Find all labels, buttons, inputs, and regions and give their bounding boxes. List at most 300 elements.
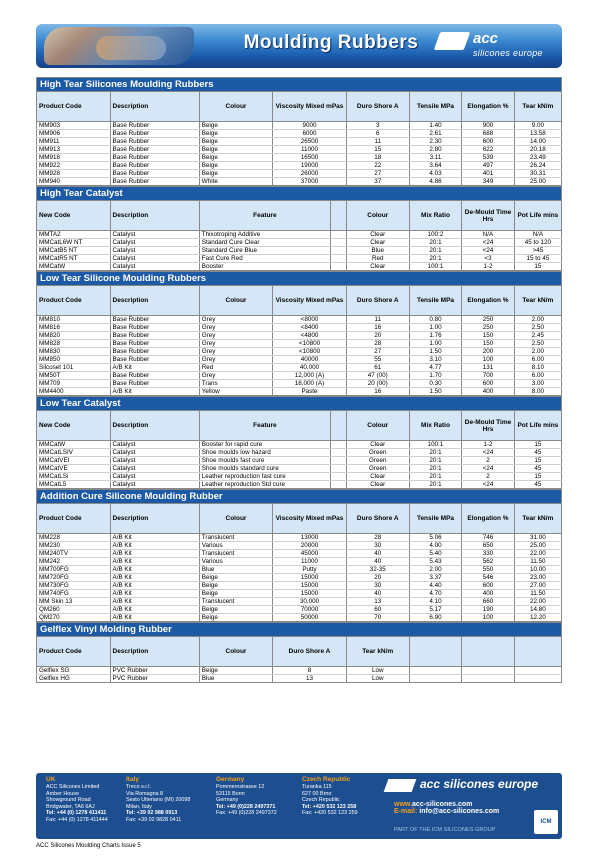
table-cell: 1.50 (409, 388, 462, 396)
column-header: Colour (199, 92, 273, 122)
column-header: Mix Ratio (409, 201, 462, 231)
table-cell: 37000 (273, 178, 347, 186)
table-cell: White (199, 178, 273, 186)
table-cell: Catalyst (110, 457, 199, 465)
column-header: Description (110, 504, 199, 534)
table-cell: Beige (199, 606, 273, 614)
table-row (37, 239, 562, 247)
office-line: Fax: +44 (0) 1278 411444 (46, 816, 108, 823)
column-header: Tear kN/m (346, 637, 409, 667)
table-cell: 497 (462, 162, 515, 170)
table-cell: Leather reproduction fast cure (199, 473, 330, 481)
table-row (37, 388, 562, 396)
table-cell: MMCatR5 NT (37, 255, 111, 263)
table-cell: 22 (346, 162, 409, 170)
table-cell: Shoe moulds standard cure (199, 465, 330, 473)
table-cell: 15 (346, 146, 409, 154)
column-header: Duro Shore A (346, 286, 409, 316)
column-header: Description (110, 637, 199, 667)
office-line: Sesto Ulteriano (MI) 20098 (126, 797, 191, 804)
table-row (37, 465, 562, 473)
table-cell: PVC Rubber (110, 675, 199, 683)
table-row (37, 675, 562, 683)
table-cell: Green (346, 457, 409, 465)
table-cell: 45 (514, 481, 561, 489)
footer-acc-logo (386, 777, 558, 795)
table-cell: PVC Rubber (110, 667, 199, 675)
table-cell: 12,000 (A) (273, 372, 347, 380)
table-cell (331, 231, 347, 239)
table-cell: 60 (346, 606, 409, 614)
office-block (126, 776, 190, 824)
column-header: Duro Shore A (273, 637, 347, 667)
column-header: Tear kN/m (514, 504, 561, 534)
table-cell: MM928 (37, 170, 111, 178)
table-cell: 11.50 (514, 590, 561, 598)
table-cell: Catalyst (110, 247, 199, 255)
table-cell: 28 (346, 340, 409, 348)
table-row (37, 441, 562, 449)
table-cell: Red (346, 255, 409, 263)
table-cell: 1-2 (462, 441, 515, 449)
table-row (37, 138, 562, 146)
table-cell: MMCatW (37, 263, 111, 271)
table-cell: <10800 (273, 340, 347, 348)
table-cell (514, 667, 561, 675)
office-country: Czech Republic (302, 776, 351, 783)
table-cell: 4.00 (409, 542, 462, 550)
table-cell: 47 (00) (346, 372, 409, 380)
table-cell: 40 (346, 558, 409, 566)
table-cell: A/B Kit (110, 582, 199, 590)
table-cell: 40 (346, 550, 409, 558)
data-table (36, 91, 562, 186)
table-cell: MM820 (37, 332, 111, 340)
table-cell: 400 (462, 590, 515, 598)
table-cell: Beige (199, 122, 273, 130)
header-row (37, 201, 562, 231)
table-cell: 900 (462, 122, 515, 130)
table-cell: 150 (462, 332, 515, 340)
office-block (216, 776, 277, 817)
column-header: Tensile MPa (409, 92, 462, 122)
table-cell: Grey (199, 348, 273, 356)
table-row (37, 550, 562, 558)
column-header: Duro Shore A (346, 92, 409, 122)
section-title: Low Tear Silicone Moulding Rubbers (36, 271, 562, 285)
table-cell: A/B Kit (110, 364, 199, 372)
table-cell (331, 255, 347, 263)
table-cell: <24 (462, 247, 515, 255)
table-row (37, 356, 562, 364)
table-cell: 3.11 (409, 154, 462, 162)
table-row (37, 130, 562, 138)
office-line: Fax: +39 02 9828 0411 (126, 816, 182, 823)
title-banner (36, 24, 562, 68)
table-cell: 27.00 (514, 582, 561, 590)
column-header: Description (110, 286, 199, 316)
table-cell (331, 457, 347, 465)
table-cell: MMCatB5 NT (37, 247, 111, 255)
table-row (37, 263, 562, 271)
footer-web-contacts (394, 801, 499, 815)
table-cell (331, 247, 347, 255)
table-cell: 1.76 (409, 332, 462, 340)
table-cell: Grey (199, 332, 273, 340)
office-line: Milan, Italy (126, 803, 152, 810)
table-cell: <10800 (273, 348, 347, 356)
column-header: Colour (199, 504, 273, 534)
table-cell: 11000 (273, 558, 347, 566)
office-line: Tel: +420 532 123 258 (302, 803, 357, 810)
table-cell: 190 (462, 606, 515, 614)
table-cell: 30 (346, 582, 409, 590)
table-cell: 0.30 (409, 380, 462, 388)
table-cell: 26.24 (514, 162, 561, 170)
table-cell (331, 441, 347, 449)
table-cell: 70000 (273, 606, 347, 614)
table-cell (331, 465, 347, 473)
table-row (37, 598, 562, 606)
table-cell: MMCatL6W NT (37, 239, 111, 247)
table-cell: 20:1 (409, 255, 462, 263)
table-cell: 20:1 (409, 457, 462, 465)
table-cell: 4.86 (409, 178, 462, 186)
column-header: Viscosity Mixed mPas (273, 92, 347, 122)
table-cell: Low (346, 675, 409, 683)
column-header: Pot Life mins (514, 411, 561, 441)
column-header: Description (110, 411, 199, 441)
table-cell: Beige (199, 138, 273, 146)
office-line: Turanka 115 (302, 784, 332, 790)
table-cell: 546 (462, 574, 515, 582)
table-cell: 1.40 (409, 122, 462, 130)
table-cell: 55 (346, 356, 409, 364)
table-cell: Base Rubber (110, 316, 199, 324)
table-cell: Blue (199, 566, 273, 574)
table-cell: Base Rubber (110, 324, 199, 332)
table-cell: MM918 (37, 154, 111, 162)
table-cell: Silcoset 101 (37, 364, 111, 372)
www-label: www. (394, 801, 413, 808)
office-country: UK (46, 776, 56, 783)
email-label: E-mail: (394, 808, 418, 815)
table-cell: A/B Kit (110, 598, 199, 606)
acc-logo (437, 30, 552, 62)
table-cell: 1-2 (462, 263, 515, 271)
office-block (46, 776, 108, 824)
office-line: Bridgwater, TA6 6AJ (46, 803, 95, 810)
column-header: Pot Life mins (514, 201, 561, 231)
table-cell: MM700FG (37, 566, 111, 574)
table-cell: Beige (199, 590, 273, 598)
table-cell: 45 (514, 465, 561, 473)
table-cell: Clear (346, 231, 409, 239)
table-cell: 40 (346, 590, 409, 598)
table-cell: Fast Cure Red (199, 255, 330, 263)
table-cell: Standard Cure Blue (199, 247, 330, 255)
table-cell: Catalyst (110, 481, 199, 489)
table-cell (331, 263, 347, 271)
table-cell: 600 (462, 138, 515, 146)
table-cell (409, 667, 462, 675)
column-header (462, 637, 515, 667)
table-cell: Grey (199, 316, 273, 324)
section-title: High Tear Catalyst (36, 186, 562, 200)
table-cell: Translucent (199, 550, 273, 558)
table-cell: 15 (514, 441, 561, 449)
table-cell: Grey (199, 372, 273, 380)
table-cell: MM230 (37, 542, 111, 550)
table-row (37, 582, 562, 590)
table-cell: 13000 (273, 534, 347, 542)
table-cell: 349 (462, 178, 515, 186)
table-cell: 2.30 (409, 138, 462, 146)
footer-note: ACC Silicones Moulding Charts Issue 5 (36, 843, 141, 849)
header-row (37, 504, 562, 534)
table-cell: Leather reproduction Std cure (199, 481, 330, 489)
acc-logo-subtitle: silicones europe (473, 48, 543, 58)
table-row (37, 255, 562, 263)
column-header: Tear kN/m (514, 92, 561, 122)
table-cell: 16500 (273, 154, 347, 162)
table-cell: Catalyst (110, 231, 199, 239)
table-cell: 16 (346, 388, 409, 396)
table-cell: 2.50 (514, 340, 561, 348)
table-cell: 250 (462, 324, 515, 332)
email-link[interactable]: info@acc-silicones.com (419, 808, 500, 815)
table-cell: 45000 (273, 550, 347, 558)
table-cell (331, 239, 347, 247)
footer-logo-mark-icon (384, 779, 417, 792)
table-cell: 5.06 (409, 534, 462, 542)
table-cell: 746 (462, 534, 515, 542)
table-cell: Base Rubber (110, 130, 199, 138)
table-cell: Beige (199, 146, 273, 154)
table-cell: Catalyst (110, 239, 199, 247)
section-title: High Tear Silicones Moulding Rubbers (36, 77, 562, 91)
office-line: Tel: +39 02 988 0913 (126, 810, 178, 817)
table-cell: 3.37 (409, 574, 462, 582)
table-cell: 20 (346, 574, 409, 582)
table-cell: 27 (346, 348, 409, 356)
table-cell: 20 (346, 332, 409, 340)
table-cell: 30.31 (514, 170, 561, 178)
table-cell: N/A (514, 231, 561, 239)
website-link[interactable]: acc-silicones.com (412, 801, 473, 808)
table-cell: <24 (462, 481, 515, 489)
table-cell: 14.80 (514, 606, 561, 614)
table-cell: Beige (199, 582, 273, 590)
table-cell: 150 (462, 340, 515, 348)
table-cell: QM260 (37, 606, 111, 614)
column-header: Elongation % (462, 286, 515, 316)
table-row (37, 332, 562, 340)
office-line: 53115 Bonn (216, 790, 245, 797)
product-tables (36, 77, 562, 683)
table-cell: Catalyst (110, 441, 199, 449)
table-cell: Shoe moulds low hazard (199, 449, 330, 457)
table-cell: 20:1 (409, 449, 462, 457)
table-cell: QM270 (37, 614, 111, 622)
table-row (37, 364, 562, 372)
table-cell: 11 (346, 316, 409, 324)
table-cell: 8 (273, 667, 347, 675)
column-header: Mix Ratio (409, 411, 462, 441)
table-cell: 330 (462, 550, 515, 558)
table-cell: Grey (199, 356, 273, 364)
table-cell: MM4400 (37, 388, 111, 396)
table-cell: 27 (346, 170, 409, 178)
table-row (37, 606, 562, 614)
table-cell: 2 (462, 457, 515, 465)
table-cell: 11 (346, 138, 409, 146)
table-cell: Shoe moulds fast cure (199, 457, 330, 465)
office-line: Czech Republic (302, 797, 340, 804)
table-cell: 1.00 (409, 340, 462, 348)
table-cell: Base Rubber (110, 340, 199, 348)
table-cell: Clear (346, 473, 409, 481)
office-line: 627 00 Brno (302, 790, 332, 797)
acc-logo-mark-icon (434, 32, 471, 50)
table-row (37, 566, 562, 574)
table-cell: Gelflex HG (37, 675, 111, 683)
table-cell: 25.00 (514, 542, 561, 550)
table-cell: <3 (462, 255, 515, 263)
table-cell: 16 (346, 324, 409, 332)
table-row (37, 247, 562, 255)
table-cell: Blue (199, 675, 273, 683)
table-cell: 4.10 (409, 598, 462, 606)
table-cell: 3.64 (409, 162, 462, 170)
table-row (37, 316, 562, 324)
table-cell: 250 (462, 316, 515, 324)
table-cell: 13 (346, 598, 409, 606)
table-cell: A/B Kit (110, 574, 199, 582)
table-cell: Translucent (199, 598, 273, 606)
table-cell (331, 481, 347, 489)
column-header: Colour (346, 411, 409, 441)
table-cell: Clear (346, 263, 409, 271)
table-cell: 401 (462, 170, 515, 178)
table-cell: 70 (346, 614, 409, 622)
table-cell: MMCatW (37, 441, 111, 449)
table-cell: MM50T (37, 372, 111, 380)
column-header: Elongation % (462, 504, 515, 534)
table-cell: 1.00 (409, 324, 462, 332)
office-block (302, 776, 358, 817)
table-row (37, 372, 562, 380)
table-cell: 13.58 (514, 130, 561, 138)
table-row (37, 178, 562, 186)
table-cell (331, 449, 347, 457)
table-cell: 23.00 (514, 574, 561, 582)
footer-contacts (36, 773, 562, 839)
office-line: Fax: +420 532 123 259 (302, 810, 358, 817)
column-header (409, 637, 462, 667)
table-cell: MMTA2 (37, 231, 111, 239)
table-cell: Clear (346, 481, 409, 489)
table-cell: 6.90 (409, 614, 462, 622)
table-cell: MMCatLSi (37, 473, 111, 481)
table-row (37, 380, 562, 388)
table-cell: Green (346, 449, 409, 457)
table-cell: Base Rubber (110, 138, 199, 146)
table-cell: 14.00 (514, 138, 561, 146)
table-cell: MMCatL5 (37, 481, 111, 489)
table-cell: 18,000 (A) (273, 380, 347, 388)
column-header: De-Mould Time Hrs (462, 411, 515, 441)
table-cell: 2.45 (514, 332, 561, 340)
table-cell: MM906 (37, 130, 111, 138)
table-cell: Blue (346, 247, 409, 255)
table-cell: 131 (462, 364, 515, 372)
table-cell: Beige (199, 667, 273, 675)
table-cell: 15 to 45 (514, 255, 561, 263)
table-cell: MM Skin 13 (37, 598, 111, 606)
table-cell (331, 473, 347, 481)
table-cell: 2.61 (409, 130, 462, 138)
table-cell: 6.00 (514, 356, 561, 364)
table-cell: 20000 (273, 542, 347, 550)
table-cell: 0.80 (409, 316, 462, 324)
table-cell: 15 (514, 263, 561, 271)
table-row (37, 146, 562, 154)
table-cell: Base Rubber (110, 356, 199, 364)
table-cell: <4800 (273, 332, 347, 340)
table-cell: 2.00 (514, 348, 561, 356)
table-cell: MMCatVEI (37, 457, 111, 465)
table-row (37, 667, 562, 675)
table-cell: 20:1 (409, 465, 462, 473)
table-cell: MM913 (37, 146, 111, 154)
column-header: Colour (199, 286, 273, 316)
table-cell: 30 (346, 542, 409, 550)
column-header: New Code (37, 201, 111, 231)
table-cell: <24 (462, 465, 515, 473)
column-header: Duro Shore A (346, 504, 409, 534)
table-cell: Various (199, 542, 273, 550)
table-row (37, 231, 562, 239)
table-row (37, 340, 562, 348)
table-cell: 650 (462, 542, 515, 550)
table-cell: 45 to 120 (514, 239, 561, 247)
table-cell: Thixotroping Additive (199, 231, 330, 239)
table-cell: 15000 (273, 590, 347, 598)
page-title: Moulding Rubbers (243, 32, 419, 53)
table-cell: Various (199, 558, 273, 566)
data-table (36, 410, 562, 489)
table-cell: 9000 (273, 122, 347, 130)
table-cell: 5.43 (409, 558, 462, 566)
table-row (37, 558, 562, 566)
table-cell: MM940 (37, 178, 111, 186)
table-cell: 1.70 (409, 372, 462, 380)
office-country: Germany (216, 776, 245, 783)
table-cell: 5.17 (409, 606, 462, 614)
table-cell: A/B Kit (110, 388, 199, 396)
table-cell: 100:2 (409, 231, 462, 239)
table-row (37, 324, 562, 332)
table-cell: 4.40 (409, 582, 462, 590)
table-row (37, 449, 562, 457)
table-cell: Beige (199, 154, 273, 162)
table-cell: <8000 (273, 316, 347, 324)
table-cell: MM740FG (37, 590, 111, 598)
table-row (37, 473, 562, 481)
section-title: Low Tear Catalyst (36, 396, 562, 410)
table-cell: Base Rubber (110, 372, 199, 380)
